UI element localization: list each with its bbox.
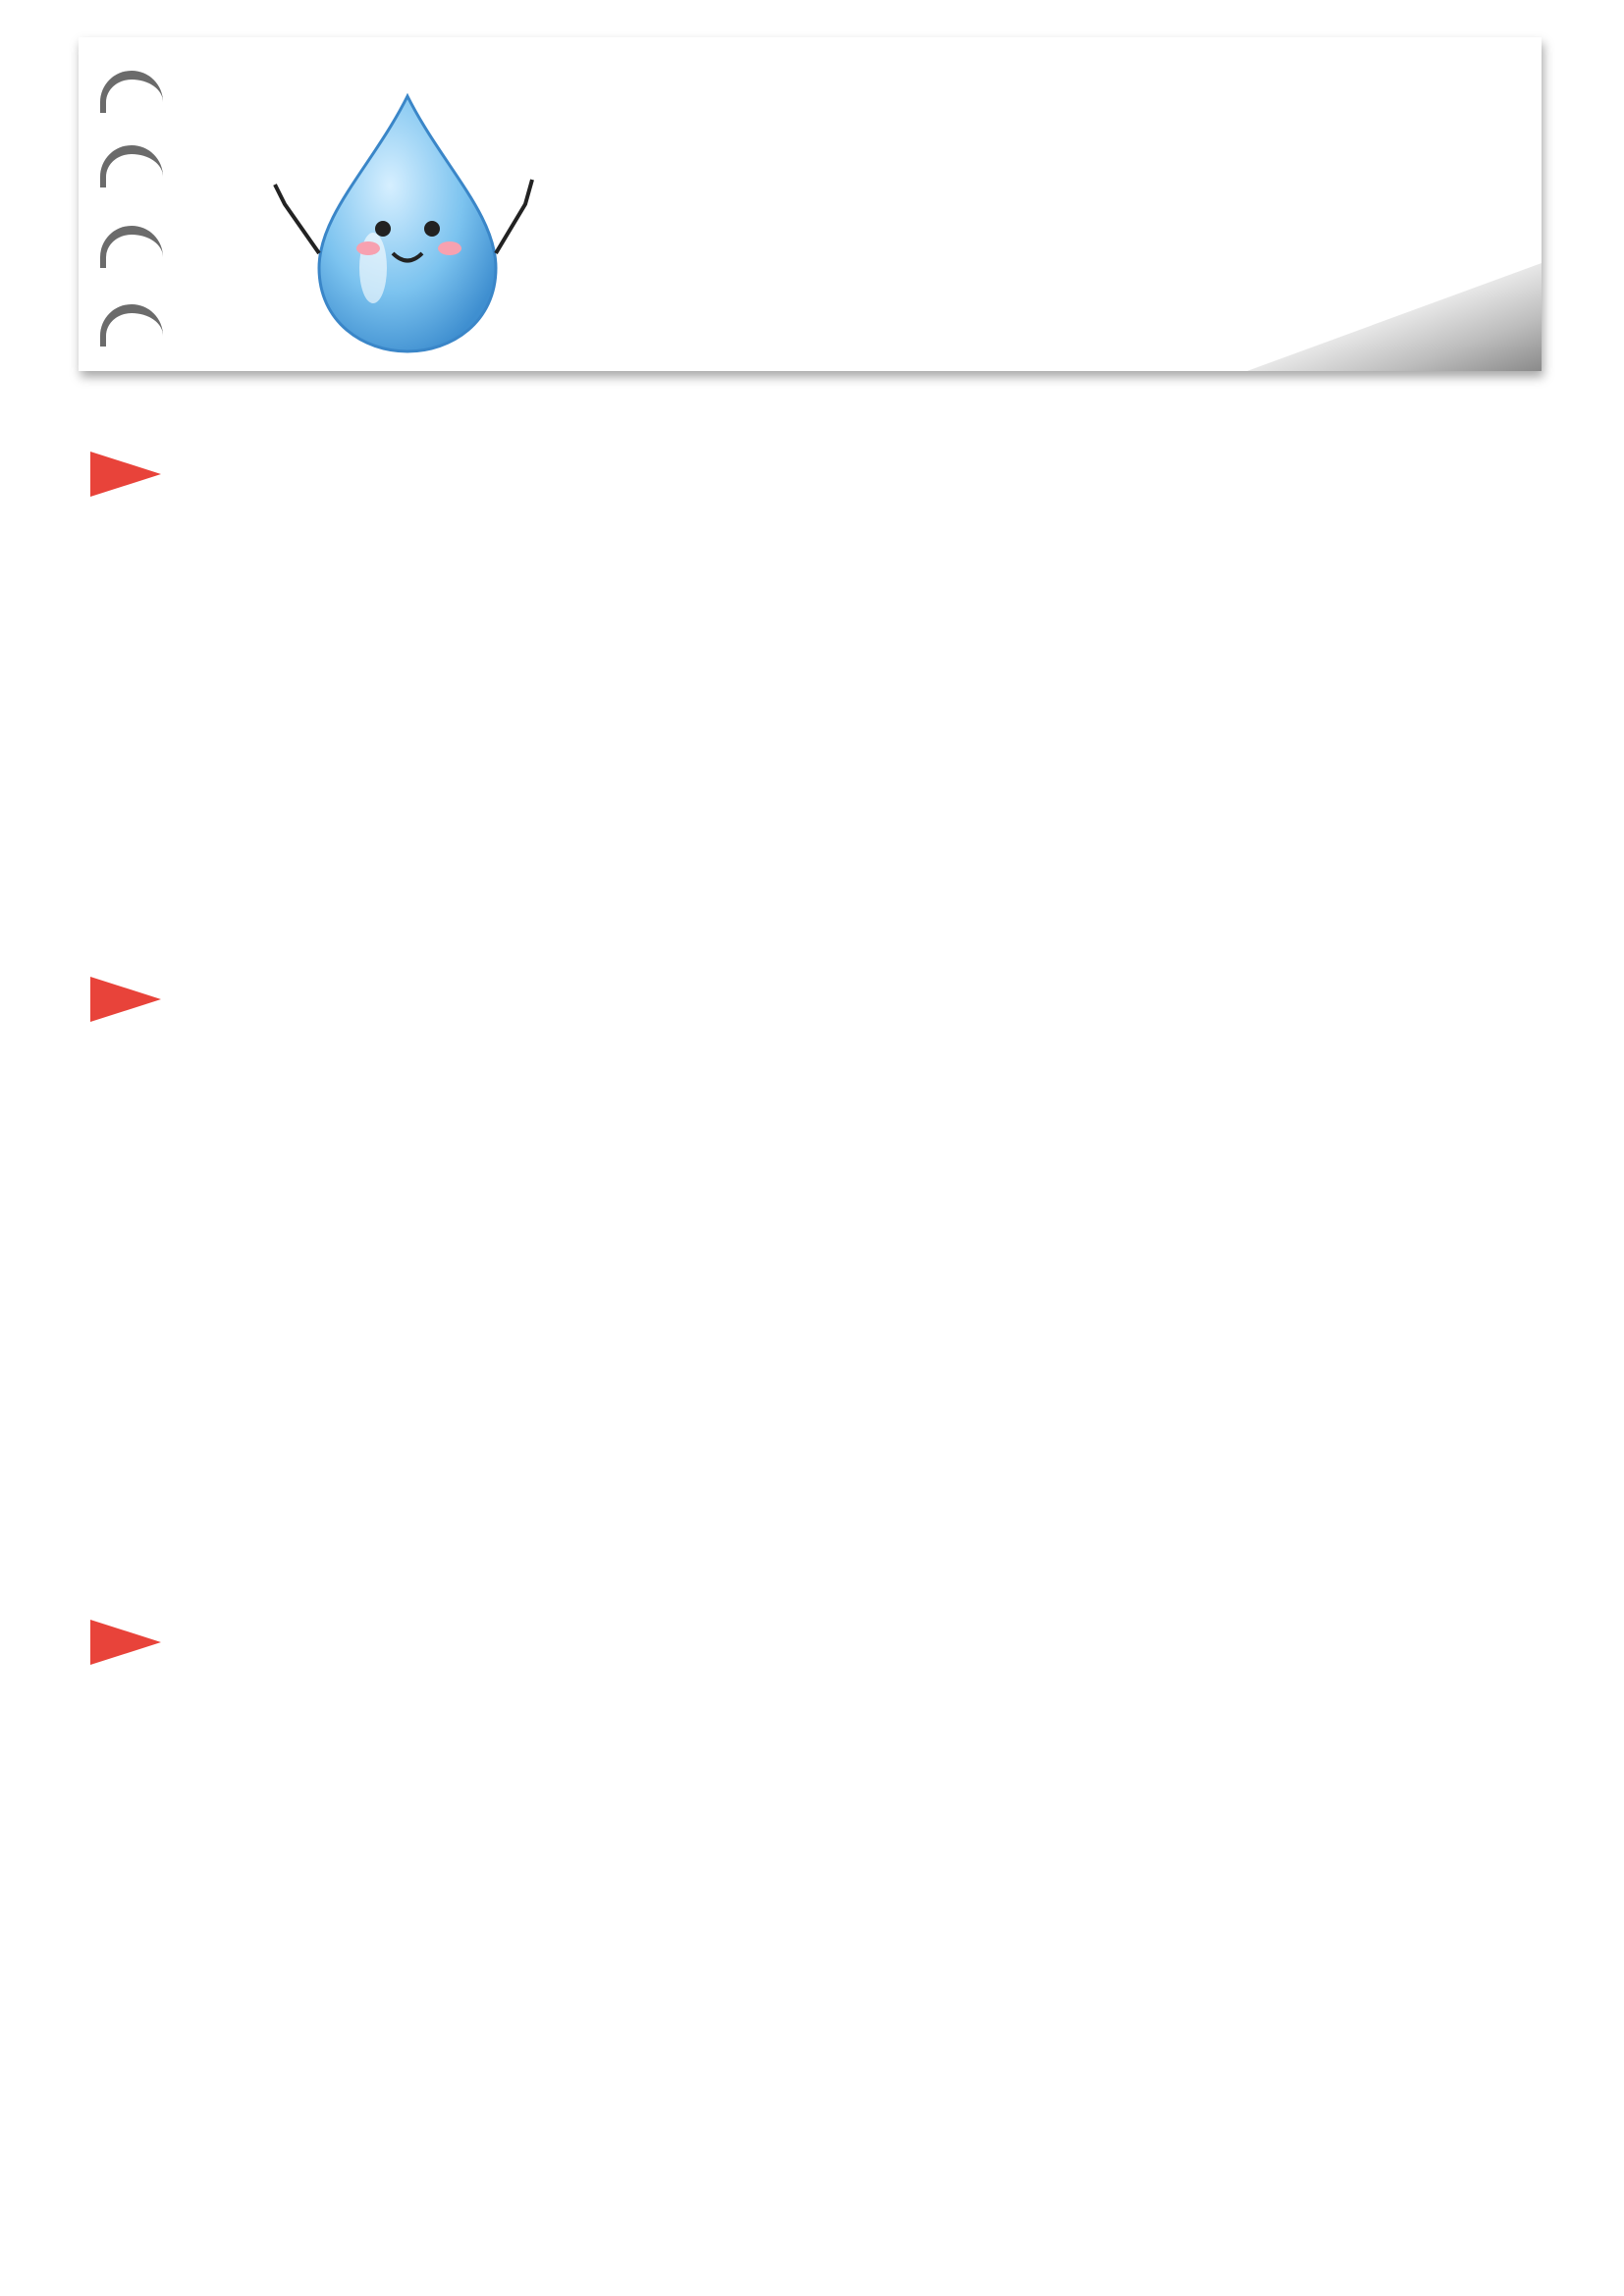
water-drop-logo-icon [226,57,579,361]
header-card [79,37,1542,371]
binder-ring [100,226,163,268]
binder-ring [100,145,163,187]
section-badge-icon [90,977,161,1022]
section-badge-icon [90,452,161,497]
section-badge-icon [90,1620,161,1665]
binder-ring [100,304,163,347]
binder-ring [100,71,163,113]
page-curl [1247,263,1542,371]
